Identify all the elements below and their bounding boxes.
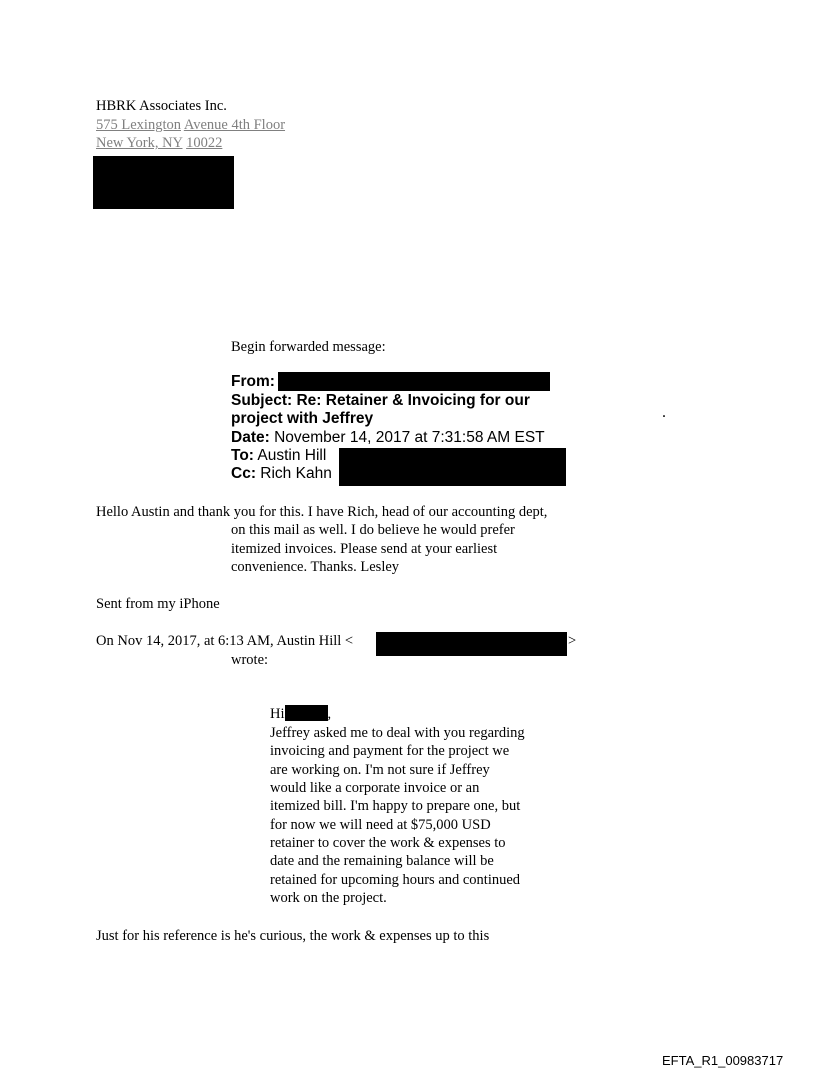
to-value: Austin Hill [257, 447, 327, 464]
redaction-greeting-name [285, 705, 328, 721]
forward-cc-row [231, 465, 332, 484]
letterhead-company: HBRK Associates Inc. [96, 98, 227, 114]
redaction-block [93, 156, 234, 209]
quoted-line-4: would like a corporate invoice or an [270, 780, 480, 796]
from-label: From: [231, 373, 275, 390]
quote-header-prefix: On Nov 14, 2017, at 6:13 AM, Austin Hill < [96, 633, 354, 649]
quoted-line-6: for now we will need at $75,000 USD [270, 817, 491, 833]
reply-line-1: Hello Austin and thank you for this. I have Rich, head of our accounting dept, [96, 504, 548, 520]
forward-from-row [231, 373, 275, 392]
cc-label: Cc: [231, 465, 256, 482]
date-value: November 14, 2017 at 7:31:58 AM EST [274, 429, 545, 446]
reply-line-4: convenience. Thanks. Lesley [231, 559, 400, 575]
reply-line-2: on this mail as well. I do believe he would prefer [231, 522, 515, 538]
cc-value: Rich Kahn [260, 465, 332, 482]
quoted-line-1: Jeffrey asked me to deal with you regarding [270, 725, 525, 741]
date-label: Date: [231, 429, 270, 446]
redaction-sender-email [376, 632, 567, 656]
quoted-line-9: retained for upcoming hours and continued [270, 872, 521, 888]
quoted-line-10: work on the project. [270, 890, 387, 906]
redaction-to-cc [339, 448, 566, 486]
address-street-link[interactable]: 575 Lexington [96, 117, 181, 133]
letterhead-address-line2 [96, 134, 222, 152]
stray-mark: . [662, 404, 666, 421]
redaction-from [278, 372, 550, 391]
address-zip-link[interactable]: 10022 [186, 135, 223, 151]
subject-label: Subject: [231, 392, 293, 409]
address-city-link[interactable]: New York, NY [96, 135, 183, 151]
greeting-start: Hi [270, 706, 285, 722]
quoted-line-8: date and the remaining balance will be [270, 853, 494, 869]
quote-header-wrote: wrote: [231, 652, 269, 668]
quoted-line-2: invoicing and payment for the project we [270, 743, 510, 759]
tail-line: Just for his reference is he's curious, the work & expenses up to this [96, 928, 490, 944]
address-avenue-link[interactable]: Avenue 4th Floor [183, 117, 286, 133]
forward-intro: Begin forwarded message: [231, 339, 386, 355]
reply-line-3: itemized invoices. Please send at your earliest [231, 541, 498, 557]
subject-value-line2: project with Jeffrey [231, 410, 374, 427]
forward-date-row [231, 429, 545, 448]
forward-subject-row [231, 392, 530, 411]
forward-to-row [231, 447, 326, 466]
footer-document-id: EFTA_R1_00983717 [662, 1053, 784, 1068]
quoted-line-5: itemized bill. I'm happy to prepare one, but [270, 798, 521, 814]
subject-value-line1: Re: Retainer & Invoicing for our [296, 392, 530, 409]
greeting-end: , [327, 706, 332, 722]
quote-header-suffix: > [568, 633, 577, 649]
quoted-line-3: are working on. I'm not sure if Jeffrey [270, 762, 490, 778]
signature: Sent from my iPhone [96, 596, 220, 612]
quoted-greeting [270, 705, 331, 723]
quoted-line-7: retainer to cover the work & expenses to [270, 835, 506, 851]
quote-header-line [96, 632, 353, 650]
letterhead-address-line1 [96, 116, 285, 134]
to-label: To: [231, 447, 254, 464]
